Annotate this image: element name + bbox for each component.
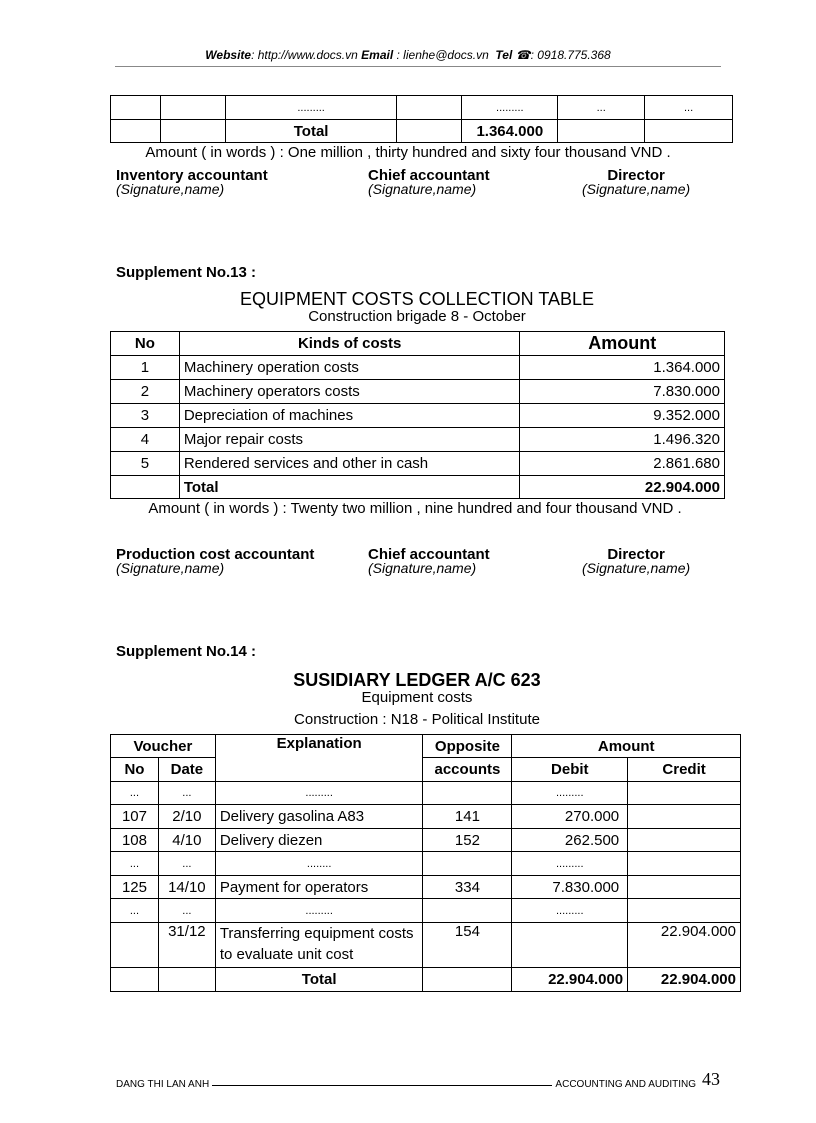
- cell-text: Kinds of costs: [179, 332, 520, 356]
- cell-text: [628, 852, 741, 876]
- cell-text: 14/10: [158, 876, 215, 899]
- header-divider: [115, 66, 721, 67]
- cell-text: 107: [111, 805, 159, 829]
- cell-text: Transferring equipment costs to evaluate unit cost: [215, 923, 423, 968]
- table-row: [111, 428, 725, 452]
- cell-text: Delivery diezen: [215, 829, 423, 852]
- table-header: [111, 758, 741, 782]
- cell-text: .........: [512, 899, 628, 923]
- empty-cell: [645, 120, 733, 143]
- table-row: [111, 876, 741, 899]
- supplement-14-construction: Construction : N18 - Political Institute: [294, 711, 540, 728]
- cell-text: Delivery gasolina A83: [215, 805, 423, 829]
- cell-text: 125: [111, 876, 159, 899]
- cell-text: Production cost accountant: [116, 546, 315, 563]
- page-number: 43: [702, 1069, 720, 1089]
- total-row: [111, 120, 733, 143]
- table-row: [111, 829, 741, 852]
- signature-director: [582, 167, 690, 197]
- cell-text: (Signature,name): [582, 560, 691, 576]
- cell-text: [512, 923, 628, 968]
- cell-text: Voucher: [111, 735, 216, 758]
- cell-text: Date: [158, 758, 215, 782]
- table-row: [111, 852, 741, 876]
- cell-text: ...: [558, 96, 645, 120]
- table-row: [111, 805, 741, 829]
- cell-text: 22.904.000: [628, 923, 741, 968]
- table-row: [111, 96, 733, 120]
- signature-chief: [368, 546, 490, 576]
- cell-text: Explanation: [215, 735, 423, 782]
- cell-text: ...: [645, 96, 733, 120]
- tel-label: Tel: [495, 48, 513, 62]
- table-row: [111, 923, 741, 968]
- cell-text: 1.364.000: [462, 120, 558, 143]
- empty-cell: [160, 120, 225, 143]
- cell-text: [111, 96, 161, 120]
- cell-text: [423, 852, 512, 876]
- cell-text: Opposite: [423, 735, 512, 758]
- empty-cell: [423, 968, 512, 992]
- empty-cell: [111, 476, 180, 499]
- cell-text: [160, 96, 225, 120]
- cell-text: (Signature,name): [582, 181, 691, 197]
- cell-text: 3: [111, 404, 180, 428]
- empty-cell: [558, 120, 645, 143]
- cell-text: [628, 876, 741, 899]
- cell-text: 270.000: [512, 805, 628, 829]
- cell-text: Chief accountant: [368, 546, 490, 563]
- cell-text: Total: [215, 968, 423, 992]
- empty-cell: [111, 120, 161, 143]
- amount-in-words: Amount ( in words ) : One million , thirty hundred and sixty four thousand VND .: [145, 144, 671, 161]
- cell-text: (Signature,name): [116, 560, 225, 576]
- empty-cell: [111, 968, 159, 992]
- cell-text: Machinery operation costs: [179, 356, 520, 380]
- signature-production: [116, 546, 314, 576]
- cell-text: 4: [111, 428, 180, 452]
- email-label: Email: [361, 48, 394, 62]
- ledger-table: [110, 734, 741, 992]
- cell-text: [423, 782, 512, 805]
- cell-text: 1.496.320: [520, 428, 725, 452]
- table-row: [111, 452, 725, 476]
- cell-text: .........: [512, 852, 628, 876]
- supplement-13-label: Supplement No.13 :: [116, 264, 257, 281]
- cell-text: [111, 923, 159, 968]
- table-header: [111, 332, 725, 356]
- footer-subject: ACCOUNTING AND AUDITING: [555, 1079, 696, 1090]
- cell-text: ...: [111, 899, 159, 923]
- cell-text: Debit: [512, 758, 628, 782]
- cell-text: ...: [158, 899, 215, 923]
- cell-text: 9.352.000: [520, 404, 725, 428]
- cell-text: [628, 829, 741, 852]
- cell-text: .........: [215, 899, 423, 923]
- cell-text: [397, 96, 462, 120]
- phone-icon: ☎: [515, 48, 531, 62]
- cell-text: .........: [512, 782, 628, 805]
- cell-text: 2/10: [158, 805, 215, 829]
- cell-text: 22.904.000: [520, 476, 725, 499]
- table-continuation: [110, 95, 733, 143]
- cell-text: No: [111, 758, 159, 782]
- table-row: [111, 899, 741, 923]
- cell-text: Credit: [628, 758, 741, 782]
- cell-text: 108: [111, 829, 159, 852]
- cell-text: [423, 899, 512, 923]
- supplement-13-title: EQUIPMENT COSTS COLLECTION TABLE: [239, 289, 595, 309]
- cell-text: 141: [423, 805, 512, 829]
- cell-text: 154: [423, 923, 512, 968]
- cell-text: ........: [215, 852, 423, 876]
- email: : lienhe@docs.vn: [396, 48, 489, 62]
- cell-text: 1: [111, 356, 180, 380]
- cell-text: 2: [111, 380, 180, 404]
- table-row: [111, 782, 741, 805]
- cell-text: Amount: [512, 735, 741, 758]
- total-row: [111, 968, 741, 992]
- cell-text: 5: [111, 452, 180, 476]
- cell-text: Chief accountant: [368, 167, 490, 184]
- cell-text: No: [111, 332, 180, 356]
- empty-cell: [397, 120, 462, 143]
- cell-text: Depreciation of machines: [179, 404, 520, 428]
- cell-text: ...: [158, 782, 215, 805]
- cell-text: ...: [158, 852, 215, 876]
- cell-text: (Signature,name): [368, 181, 477, 197]
- cell-text: accounts: [423, 758, 512, 782]
- cell-text: Total: [179, 476, 520, 499]
- amount-in-words: Amount ( in words ) : Twenty two million , nine hundred and four thousand VND .: [148, 500, 682, 517]
- footer-author: DANG THI LAN ANH: [116, 1079, 210, 1090]
- cell-text: 152: [423, 829, 512, 852]
- cell-text: 7.830.000: [520, 380, 725, 404]
- cell-text: 1.364.000: [520, 356, 725, 380]
- signature-inventory: [116, 167, 268, 197]
- cell-text: Amount: [520, 332, 725, 356]
- cell-text: 31/12: [158, 923, 215, 968]
- cell-text: 334: [423, 876, 512, 899]
- cell-text: [628, 899, 741, 923]
- cell-text: 262.500: [512, 829, 628, 852]
- equipment-costs-table: [110, 331, 725, 499]
- supplement-14-subtitle: Equipment costs: [361, 689, 473, 706]
- cell-text: 2.861.680: [520, 452, 725, 476]
- cell-text: Director: [607, 546, 665, 563]
- footer-rule: [212, 1085, 552, 1086]
- table-row: [111, 404, 725, 428]
- website-label: Website: [205, 48, 252, 62]
- table-header: [111, 735, 741, 758]
- cell-text: Total: [225, 120, 397, 143]
- cell-text: 4/10: [158, 829, 215, 852]
- cell-text: Major repair costs: [179, 428, 520, 452]
- cell-text: ...: [111, 852, 159, 876]
- cell-text: Inventory accountant: [116, 167, 268, 184]
- supplement-13-subtitle: Construction brigade 8 - October: [308, 308, 526, 325]
- cell-text: Payment for operators: [215, 876, 423, 899]
- cell-text: .........: [462, 96, 558, 120]
- website: : http://www.docs.vn: [251, 48, 358, 62]
- supplement-14-label: Supplement No.14 :: [116, 643, 257, 660]
- cell-text: 22.904.000: [512, 968, 628, 992]
- cell-text: Director: [607, 167, 665, 184]
- table-row: [111, 356, 725, 380]
- cell-text: .........: [225, 96, 397, 120]
- cell-text: (Signature,name): [116, 181, 225, 197]
- total-row: [111, 476, 725, 499]
- cell-text: .........: [215, 782, 423, 805]
- page-header: [0, 48, 816, 62]
- cell-text: ...: [111, 782, 159, 805]
- empty-cell: [158, 968, 215, 992]
- page-footer: [116, 1069, 720, 1090]
- signature-chief: [368, 167, 490, 197]
- table-row: [111, 380, 725, 404]
- tel: : 0918.775.368: [530, 48, 611, 62]
- cell-text: Rendered services and other in cash: [179, 452, 520, 476]
- signature-director: [582, 546, 690, 576]
- cell-text: 7.830.000: [512, 876, 628, 899]
- cell-text: [628, 782, 741, 805]
- cell-text: [628, 805, 741, 829]
- cell-text: Machinery operators costs: [179, 380, 520, 404]
- supplement-14-title: SUSIDIARY LEDGER A/C 623: [293, 670, 541, 690]
- cell-text: (Signature,name): [368, 560, 477, 576]
- cell-text: 22.904.000: [628, 968, 741, 992]
